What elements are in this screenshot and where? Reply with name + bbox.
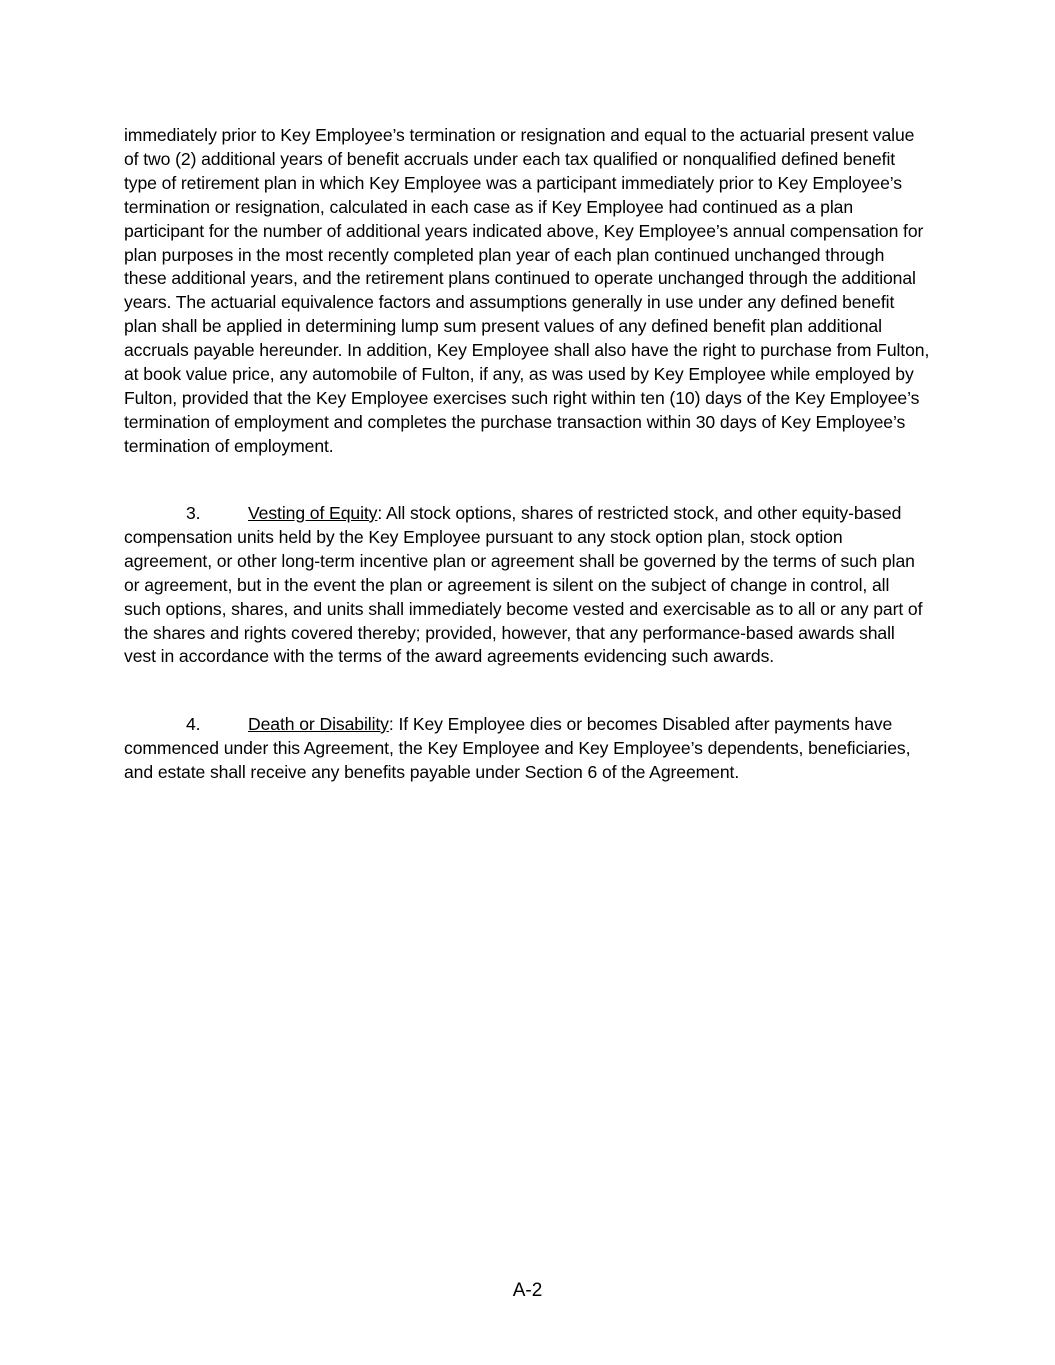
section-3-paragraph <box>124 502 930 669</box>
continued-paragraph <box>124 124 930 459</box>
section-3-separator: : <box>377 503 386 523</box>
section-4-separator: : <box>388 714 399 734</box>
section-3-text-block <box>124 502 930 669</box>
section-4-number: 4. <box>186 714 201 734</box>
section-3-number: 3. <box>186 503 201 523</box>
section-4-paragraph <box>124 713 930 785</box>
section-4-text-block <box>124 713 930 785</box>
section-3-text: All stock options, shares of restricted stock, and other equity-based compensation units held by the Key Employee pursuant to any stock option plan, stock option agreement, or other long-term incentive plan or agreement shall be governed by the terms of such plan or agreement, but in the event the plan or agreement is silent on the subject of change in control, all such options, shares, and units shall immediately become vested and exercisable as to all or any part of the shares and rights covered thereby; provided, however, that any performance-based awards shall vest in accordance with the terms of the award agreements evidencing such awards. <box>124 503 923 667</box>
paragraph-text: immediately prior to Key Employee’s termination or resignation and equal to the actuarial present value of two (2) additional years of benefit accruals under each tax qualified or nonqualified defined benefit type of retirement plan in which Key Employee was a participant immediately prior to Key Employee’s termination or resignation, calculated in each case as if Key Employee had continued as a plan participant for the number of additional years indicated above, Key Employee’s annual compensation for plan purposes in the most recently completed plan year of each plan continued unchanged through these additional years, and the retirement plans continued to operate unchanged through the additional years. The actuarial equivalence factors and assumptions generally in use under any defined benefit plan shall be applied in determining lump sum present values of any defined benefit plan additional accruals payable hereunder. In addition, Key Employee shall also have the right to purchase from Fulton, at book value price, any automobile of Fulton, if any, as was used by Key Employee while employed by Fulton, provided that the Key Employee exercises such right within ten (10) days of the Key Employee’s termination of employment and completes the purchase transaction within 30 days of Key Employee’s termination of employment. <box>124 125 930 456</box>
page-number: A-2 <box>512 1280 543 1301</box>
section-3-heading: Vesting of Equity <box>248 503 378 523</box>
section-4-text: If Key Employee dies or becomes Disabled after payments have commenced under this Agreement, the Key Employee and Key Employee’s dependents, beneficiaries, and estate shall receive any benefits payable under Section 6 of the Agreement. <box>124 714 911 782</box>
section-4-heading: Death or Disability <box>248 714 389 734</box>
